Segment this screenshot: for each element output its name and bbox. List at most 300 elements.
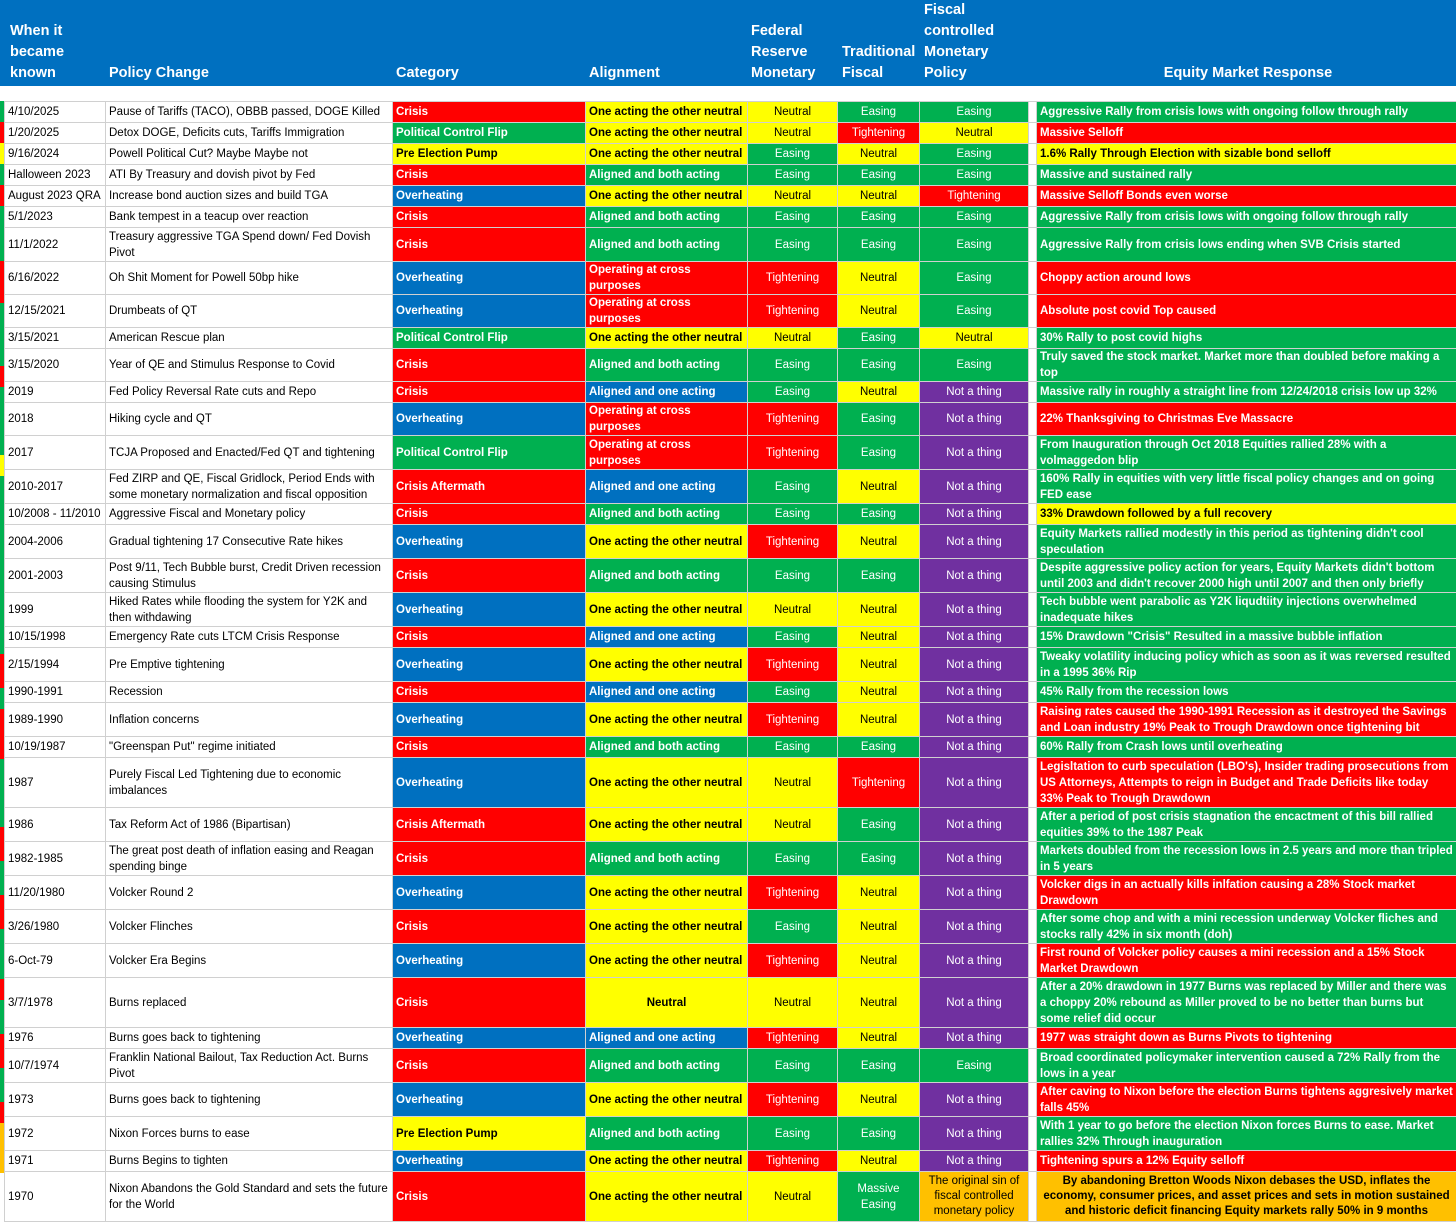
column-separator — [1029, 648, 1037, 682]
category-cell: Crisis — [393, 207, 586, 228]
fiscal-monetary-cell: Neutral — [920, 328, 1029, 349]
category-cell: Overheating — [393, 1028, 586, 1049]
table-row — [5, 808, 1456, 842]
fiscal-monetary-cell: Not a thing — [920, 504, 1029, 525]
policy-cell: Year of QE and Stimulus Response to Covid — [106, 349, 393, 382]
traditional-fiscal-cell: Easing — [838, 228, 920, 262]
fiscal-monetary-cell: Not a thing — [920, 682, 1029, 703]
alignment-cell: One acting the other neutral — [586, 144, 748, 165]
traditional-fiscal-cell: Easing — [838, 504, 920, 525]
table-row — [5, 1172, 1456, 1222]
policy-cell: TCJA Proposed and Enacted/Fed QT and tightening — [106, 436, 393, 470]
traditional-fiscal-cell: Easing — [838, 102, 920, 123]
fiscal-monetary-cell: Not a thing — [920, 403, 1029, 436]
equity-response-cell: Tech bubble went parabolic as Y2K liqudtiity injections overwhelmed inadequate hikes — [1037, 593, 1456, 627]
date-cell: 2017 — [5, 436, 106, 470]
equity-response-cell: Despite aggressive policy action for years, Equity Markets didn't bottom until 2003 and didn't recover 2000 high until 2007 and then only briefly — [1037, 559, 1456, 593]
category-cell: Crisis Aftermath — [393, 470, 586, 504]
category-cell: Overheating — [393, 262, 586, 295]
alignment-cell: Aligned and one acting — [586, 682, 748, 703]
fed-monetary-cell: Easing — [748, 842, 838, 876]
fed-monetary-cell: Neutral — [748, 758, 838, 808]
policy-cell: Powell Political Cut? Maybe Maybe not — [106, 144, 393, 165]
traditional-fiscal-cell: Easing — [838, 403, 920, 436]
equity-response-cell: Massive Selloff Bonds even worse — [1037, 186, 1456, 207]
category-cell: Overheating — [393, 593, 586, 627]
category-cell: Crisis — [393, 682, 586, 703]
traditional-fiscal-cell: Easing — [838, 737, 920, 758]
column-separator — [1029, 1049, 1037, 1083]
policy-cell: "Greenspan Put" regime initiated — [106, 737, 393, 758]
category-cell: Overheating — [393, 648, 586, 682]
table-row — [5, 262, 1456, 295]
alignment-cell: Aligned and both acting — [586, 349, 748, 382]
column-separator — [1029, 1028, 1037, 1049]
fed-monetary-cell: Easing — [748, 349, 838, 382]
alignment-cell: One acting the other neutral — [586, 525, 748, 559]
column-separator — [1029, 436, 1037, 470]
policy-cell: Tax Reform Act of 1986 (Bipartisan) — [106, 808, 393, 842]
policy-cell: American Rescue plan — [106, 328, 393, 349]
fiscal-monetary-cell: Not a thing — [920, 1117, 1029, 1151]
fed-monetary-cell: Neutral — [748, 186, 838, 207]
date-cell: 1986 — [5, 808, 106, 842]
traditional-fiscal-cell: Neutral — [838, 295, 920, 328]
table-row — [5, 876, 1456, 910]
fed-monetary-cell: Easing — [748, 470, 838, 504]
column-separator — [1029, 1151, 1037, 1172]
fiscal-monetary-cell: Not a thing — [920, 593, 1029, 627]
equity-response-cell: 30% Rally to post covid highs — [1037, 328, 1456, 349]
equity-response-cell: 45% Rally from the recession lows — [1037, 682, 1456, 703]
column-separator — [1029, 944, 1037, 978]
category-cell: Overheating — [393, 186, 586, 207]
policy-cell: Recession — [106, 682, 393, 703]
date-cell: 1972 — [5, 1117, 106, 1151]
traditional-fiscal-cell: Easing — [838, 1049, 920, 1083]
traditional-fiscal-cell: Neutral — [838, 978, 920, 1028]
fiscal-monetary-cell: Neutral — [920, 123, 1029, 144]
policy-cell: Emergency Rate cuts LTCM Crisis Response — [106, 627, 393, 648]
table-row — [5, 1028, 1456, 1049]
table-row — [5, 382, 1456, 403]
fed-monetary-cell: Tightening — [748, 436, 838, 470]
fed-monetary-cell: Easing — [748, 559, 838, 593]
alignment-cell: Aligned and both acting — [586, 737, 748, 758]
policy-cell: Bank tempest in a teacup over reaction — [106, 207, 393, 228]
alignment-cell: Aligned and both acting — [586, 207, 748, 228]
fed-monetary-cell: Easing — [748, 1117, 838, 1151]
fiscal-monetary-cell: Not a thing — [920, 1028, 1029, 1049]
equity-response-cell: Massive Selloff — [1037, 123, 1456, 144]
fiscal-monetary-cell: Easing — [920, 207, 1029, 228]
date-cell: 10/19/1987 — [5, 737, 106, 758]
alignment-cell: One acting the other neutral — [586, 1151, 748, 1172]
fed-monetary-cell: Neutral — [748, 1172, 838, 1222]
fed-monetary-cell: Tightening — [748, 295, 838, 328]
equity-response-cell: With 1 year to go before the election Nixon forces Burns to ease. Market rallies 32% Through inauguration — [1037, 1117, 1456, 1151]
fed-monetary-cell: Tightening — [748, 262, 838, 295]
alignment-cell: Aligned and one acting — [586, 382, 748, 403]
equity-response-cell: 160% Rally in equities with very little fiscal policy changes and on going FED ease — [1037, 470, 1456, 504]
fiscal-monetary-cell: Not a thing — [920, 648, 1029, 682]
policy-cell: The great post death of inflation easing and Reagan spending binge — [106, 842, 393, 876]
date-cell: 1973 — [5, 1083, 106, 1117]
column-separator — [1029, 682, 1037, 703]
column-separator — [1029, 559, 1037, 593]
alignment-cell: One acting the other neutral — [586, 808, 748, 842]
date-cell: 10/15/1998 — [5, 627, 106, 648]
fiscal-monetary-cell: The original sin of fiscal controlled monetary policy — [920, 1172, 1029, 1222]
fiscal-monetary-cell: Tightening — [920, 186, 1029, 207]
table-row — [5, 737, 1456, 758]
equity-response-cell: Volcker digs in an actually kills inlfation causing a 28% Stock market Drawdown — [1037, 876, 1456, 910]
fed-monetary-cell: Tightening — [748, 876, 838, 910]
header-fiscal-controlled-monetary: Fiscal controlled Monetary Policy — [924, 0, 994, 84]
equity-response-cell: 22% Thanksgiving to Christmas Eve Massacre — [1037, 403, 1456, 436]
policy-cell: Treasury aggressive TGA Spend down/ Fed Dovish Pivot — [106, 228, 393, 262]
column-separator — [1029, 593, 1037, 627]
policy-cell: Pre Emptive tightening — [106, 648, 393, 682]
alignment-cell: One acting the other neutral — [586, 876, 748, 910]
alignment-cell: Aligned and both acting — [586, 559, 748, 593]
fed-monetary-cell: Easing — [748, 207, 838, 228]
table-row — [5, 559, 1456, 593]
fed-monetary-cell: Tightening — [748, 525, 838, 559]
traditional-fiscal-cell: Neutral — [838, 1028, 920, 1049]
traditional-fiscal-cell: Tightening — [838, 123, 920, 144]
column-separator — [1029, 144, 1037, 165]
equity-response-cell: First round of Volcker policy causes a mini recession and a 15% Stock Market Drawdown — [1037, 944, 1456, 978]
traditional-fiscal-cell: Easing — [838, 165, 920, 186]
date-cell: 3/7/1978 — [5, 978, 106, 1028]
category-cell: Pre Election Pump — [393, 144, 586, 165]
equity-response-cell: Choppy action around lows — [1037, 262, 1456, 295]
table-row — [5, 525, 1456, 559]
table-row — [5, 593, 1456, 627]
table-row — [5, 102, 1456, 123]
header-equity-response: Equity Market Response — [1040, 63, 1456, 84]
equity-response-cell: 60% Rally from Crash lows until overheating — [1037, 737, 1456, 758]
alignment-cell: One acting the other neutral — [586, 1083, 748, 1117]
table-row — [5, 228, 1456, 262]
equity-response-cell: Broad coordinated policymaker intervention caused a 72% Rally from the lows in a year — [1037, 1049, 1456, 1083]
fiscal-monetary-cell: Not a thing — [920, 758, 1029, 808]
policy-cell: Burns Begins to tighten — [106, 1151, 393, 1172]
alignment-cell: One acting the other neutral — [586, 648, 748, 682]
equity-response-cell: After a period of post crisis stagnation the encactment of this bill rallied equities 39% to the 1987 Peak — [1037, 808, 1456, 842]
column-separator — [1029, 808, 1037, 842]
alignment-cell: One acting the other neutral — [586, 593, 748, 627]
equity-response-cell: After some chop and with a mini recession underway Volcker fliches and stocks rally 42% in six month (doh) — [1037, 910, 1456, 944]
fed-monetary-cell: Neutral — [748, 593, 838, 627]
fed-monetary-cell: Neutral — [748, 123, 838, 144]
table-row — [5, 186, 1456, 207]
fed-monetary-cell: Easing — [748, 737, 838, 758]
policy-cell: Volcker Flinches — [106, 910, 393, 944]
category-cell: Overheating — [393, 295, 586, 328]
header-policy-change: Policy Change — [109, 63, 209, 84]
alignment-cell: One acting the other neutral — [586, 758, 748, 808]
date-cell: August 2023 QRA — [5, 186, 106, 207]
table-row — [5, 1049, 1456, 1083]
policy-cell: Volcker Era Begins — [106, 944, 393, 978]
date-cell: 1/20/2025 — [5, 123, 106, 144]
table-row — [5, 328, 1456, 349]
alignment-cell: One acting the other neutral — [586, 1172, 748, 1222]
column-separator — [1029, 1172, 1037, 1222]
traditional-fiscal-cell: Neutral — [838, 627, 920, 648]
table-row — [5, 207, 1456, 228]
table-row — [5, 403, 1456, 436]
fed-monetary-cell: Neutral — [748, 328, 838, 349]
header-federal-reserve: Federal Reserve Monetary — [751, 21, 815, 84]
date-cell: 10/7/1974 — [5, 1049, 106, 1083]
table-row — [5, 295, 1456, 328]
alignment-cell: Operating at cross purposes — [586, 295, 748, 328]
date-cell: 3/15/2021 — [5, 328, 106, 349]
fed-monetary-cell: Neutral — [748, 102, 838, 123]
table-row — [5, 504, 1456, 525]
date-cell: 2018 — [5, 403, 106, 436]
traditional-fiscal-cell: Easing — [838, 436, 920, 470]
category-cell: Political Control Flip — [393, 123, 586, 144]
traditional-fiscal-cell: Easing — [838, 842, 920, 876]
policy-cell: Drumbeats of QT — [106, 295, 393, 328]
category-cell: Crisis — [393, 978, 586, 1028]
fed-monetary-cell: Neutral — [748, 808, 838, 842]
policy-cell: Fed ZIRP and QE, Fiscal Gridlock, Period Ends with some monetary normalization and fiscal opposition — [106, 470, 393, 504]
fiscal-monetary-cell: Not a thing — [920, 559, 1029, 593]
table-row — [5, 436, 1456, 470]
traditional-fiscal-cell: Massive Easing — [838, 1172, 920, 1222]
fiscal-monetary-cell: Not a thing — [920, 944, 1029, 978]
column-separator — [1029, 102, 1037, 123]
category-cell: Crisis — [393, 627, 586, 648]
policy-cell: Burns goes back to tightening — [106, 1083, 393, 1117]
alignment-cell: One acting the other neutral — [586, 123, 748, 144]
category-cell: Crisis — [393, 102, 586, 123]
fed-monetary-cell: Easing — [748, 910, 838, 944]
equity-response-cell: Aggressive Rally from crisis lows ending when SVB Crisis started — [1037, 228, 1456, 262]
fed-monetary-cell: Tightening — [748, 1151, 838, 1172]
column-separator — [1029, 470, 1037, 504]
table-row — [5, 165, 1456, 186]
category-cell: Crisis — [393, 842, 586, 876]
column-separator — [1029, 403, 1037, 436]
category-cell: Overheating — [393, 525, 586, 559]
policy-cell: Hiked Rates while flooding the system for Y2K and then withdawing — [106, 593, 393, 627]
alignment-cell: Aligned and both acting — [586, 1117, 748, 1151]
category-cell: Crisis — [393, 228, 586, 262]
column-separator — [1029, 978, 1037, 1028]
column-separator — [1029, 262, 1037, 295]
fed-monetary-cell: Easing — [748, 144, 838, 165]
table-row — [5, 1151, 1456, 1172]
fed-monetary-cell: Tightening — [748, 648, 838, 682]
traditional-fiscal-cell: Easing — [838, 328, 920, 349]
equity-response-cell: Markets doubled from the recession lows in 2.5 years and more than tripled in 5 years — [1037, 842, 1456, 876]
equity-response-cell: 33% Drawdown followed by a full recovery — [1037, 504, 1456, 525]
date-cell: 6/16/2022 — [5, 262, 106, 295]
fiscal-monetary-cell: Not a thing — [920, 910, 1029, 944]
fiscal-monetary-cell: Not a thing — [920, 470, 1029, 504]
fed-monetary-cell: Easing — [748, 165, 838, 186]
equity-response-cell: Truly saved the stock market. Market more than doubled before making a top — [1037, 349, 1456, 382]
traditional-fiscal-cell: Neutral — [838, 525, 920, 559]
alignment-cell: Operating at cross purposes — [586, 262, 748, 295]
date-cell: 3/15/2020 — [5, 349, 106, 382]
column-separator — [1029, 627, 1037, 648]
category-cell: Overheating — [393, 403, 586, 436]
table-row — [5, 842, 1456, 876]
traditional-fiscal-cell: Neutral — [838, 876, 920, 910]
fed-monetary-cell: Easing — [748, 627, 838, 648]
alignment-cell: One acting the other neutral — [586, 910, 748, 944]
traditional-fiscal-cell: Neutral — [838, 703, 920, 737]
table-row — [5, 758, 1456, 808]
equity-response-cell: Tightening spurs a 12% Equity selloff — [1037, 1151, 1456, 1172]
category-cell: Overheating — [393, 1083, 586, 1117]
equity-response-cell: 1977 was straight down as Burns Pivots to tightening — [1037, 1028, 1456, 1049]
fed-monetary-cell: Tightening — [748, 944, 838, 978]
date-cell: 3/26/1980 — [5, 910, 106, 944]
column-separator — [1029, 504, 1037, 525]
fiscal-monetary-cell: Easing — [920, 349, 1029, 382]
fiscal-monetary-cell: Not a thing — [920, 876, 1029, 910]
fiscal-monetary-cell: Easing — [920, 262, 1029, 295]
fiscal-monetary-cell: Easing — [920, 228, 1029, 262]
date-cell: 2004-2006 — [5, 525, 106, 559]
equity-response-cell: From Inauguration through Oct 2018 Equities rallied 28% with a volmaggedon blip — [1037, 436, 1456, 470]
traditional-fiscal-cell: Easing — [838, 1117, 920, 1151]
column-separator — [1029, 1117, 1037, 1151]
traditional-fiscal-cell: Neutral — [838, 910, 920, 944]
category-cell: Overheating — [393, 1151, 586, 1172]
equity-response-cell: Legisltation to curb speculation (LBO's), Insider trading prosecutions from US Attorneys, Attempts to reign in Budget and Trade Deficits like today 33% Peak to Trough Drawdown — [1037, 758, 1456, 808]
table-row — [5, 123, 1456, 144]
fiscal-monetary-cell: Not a thing — [920, 703, 1029, 737]
traditional-fiscal-cell: Neutral — [838, 470, 920, 504]
table-row — [5, 910, 1456, 944]
alignment-cell: Operating at cross purposes — [586, 436, 748, 470]
fiscal-monetary-cell: Not a thing — [920, 978, 1029, 1028]
fiscal-monetary-cell: Not a thing — [920, 1151, 1029, 1172]
traditional-fiscal-cell: Neutral — [838, 1083, 920, 1117]
fiscal-monetary-cell: Easing — [920, 144, 1029, 165]
date-cell: 2010-2017 — [5, 470, 106, 504]
header-alignment: Alignment — [589, 63, 660, 84]
fiscal-monetary-cell: Easing — [920, 165, 1029, 186]
equity-response-cell: Absolute post covid Top caused — [1037, 295, 1456, 328]
policy-cell: Gradual tightening 17 Consecutive Rate hikes — [106, 525, 393, 559]
fed-monetary-cell: Tightening — [748, 1083, 838, 1117]
equity-response-cell: Equity Markets rallied modestly in this period as tightening didn't cool speculation — [1037, 525, 1456, 559]
equity-response-cell: Raising rates caused the 1990-1991 Recession as it destroyed the Savings and Loan industry 19% Peak to Trough Drawdown once tightening bit — [1037, 703, 1456, 737]
fiscal-monetary-cell: Easing — [920, 295, 1029, 328]
column-separator — [1029, 525, 1037, 559]
category-cell: Crisis — [393, 1172, 586, 1222]
fiscal-monetary-cell: Not a thing — [920, 808, 1029, 842]
traditional-fiscal-cell: Neutral — [838, 186, 920, 207]
policy-cell: Nixon Forces burns to ease — [106, 1117, 393, 1151]
fiscal-monetary-cell: Not a thing — [920, 525, 1029, 559]
traditional-fiscal-cell: Easing — [838, 349, 920, 382]
column-separator — [1029, 123, 1037, 144]
date-cell: 1989-1990 — [5, 703, 106, 737]
alignment-cell: Aligned and one acting — [586, 1028, 748, 1049]
column-separator — [1029, 737, 1037, 758]
equity-response-cell: Massive and sustained rally — [1037, 165, 1456, 186]
date-cell: 1982-1985 — [5, 842, 106, 876]
alignment-cell: One acting the other neutral — [586, 186, 748, 207]
policy-cell: Detox DOGE, Deficits cuts, Tariffs Immigration — [106, 123, 393, 144]
header-traditional-fiscal: Traditional Fiscal — [842, 42, 915, 84]
table-row — [5, 470, 1456, 504]
policy-cell: Fed Policy Reversal Rate cuts and Repo — [106, 382, 393, 403]
column-separator — [1029, 876, 1037, 910]
alignment-cell: One acting the other neutral — [586, 703, 748, 737]
column-separator — [1029, 758, 1037, 808]
policy-cell: Purely Fiscal Led Tightening due to economic imbalances — [106, 758, 393, 808]
date-cell: 12/15/2021 — [5, 295, 106, 328]
table-row — [5, 627, 1456, 648]
policy-cell: Post 9/11, Tech Bubble burst, Credit Driven recession causing Stimulus — [106, 559, 393, 593]
alignment-cell: Aligned and both acting — [586, 1049, 748, 1083]
policy-cell: Aggressive Fiscal and Monetary policy — [106, 504, 393, 525]
date-cell: Halloween 2023 — [5, 165, 106, 186]
date-cell: 9/16/2024 — [5, 144, 106, 165]
category-cell: Crisis Aftermath — [393, 808, 586, 842]
date-cell: 1987 — [5, 758, 106, 808]
equity-response-cell: After caving to Nixon before the election Burns tightens aggresively market falls 45% — [1037, 1083, 1456, 1117]
category-cell: Crisis — [393, 349, 586, 382]
table-row — [5, 349, 1456, 382]
alignment-cell: One acting the other neutral — [586, 328, 748, 349]
column-separator — [1029, 207, 1037, 228]
equity-response-cell: Aggressive Rally from crisis lows with ongoing follow through rally — [1037, 207, 1456, 228]
category-cell: Crisis — [393, 382, 586, 403]
equity-response-cell: Massive rally in roughly a straight line from 12/24/2018 crisis low up 32% — [1037, 382, 1456, 403]
alignment-cell: Neutral — [586, 978, 748, 1028]
policy-cell: Nixon Abandons the Gold Standard and sets the future for the World — [106, 1172, 393, 1222]
policy-cell: Franklin National Bailout, Tax Reduction Act. Burns Pivot — [106, 1049, 393, 1083]
policy-cell: Volcker Round 2 — [106, 876, 393, 910]
date-cell: 1971 — [5, 1151, 106, 1172]
category-cell: Pre Election Pump — [393, 1117, 586, 1151]
fiscal-monetary-cell: Not a thing — [920, 436, 1029, 470]
alignment-cell: One acting the other neutral — [586, 944, 748, 978]
column-separator — [1029, 186, 1037, 207]
fed-monetary-cell: Easing — [748, 228, 838, 262]
category-cell: Crisis — [393, 1049, 586, 1083]
category-cell: Overheating — [393, 944, 586, 978]
fiscal-monetary-cell: Not a thing — [920, 382, 1029, 403]
equity-response-cell: By abandoning Bretton Woods Nixon debases the USD, inflates the economy, consumer prices, and asset prices and sets in motion sustained and historic deficit financing Equity markets rally 50% in 9 months — [1037, 1172, 1456, 1222]
policy-cell: Pause of Tariffs (TACO), OBBB passed, DOGE Killed — [106, 102, 393, 123]
table-row — [5, 703, 1456, 737]
traditional-fiscal-cell: Neutral — [838, 144, 920, 165]
date-cell: 2001-2003 — [5, 559, 106, 593]
category-cell: Crisis — [393, 910, 586, 944]
column-separator — [1029, 842, 1037, 876]
table-row — [5, 978, 1456, 1028]
equity-response-cell: Tweaky volatility inducing policy which as soon as it was reversed resulted in a 1995 36% Rip — [1037, 648, 1456, 682]
traditional-fiscal-cell: Neutral — [838, 682, 920, 703]
column-separator — [1029, 349, 1037, 382]
date-cell: 1976 — [5, 1028, 106, 1049]
table-row — [5, 648, 1456, 682]
